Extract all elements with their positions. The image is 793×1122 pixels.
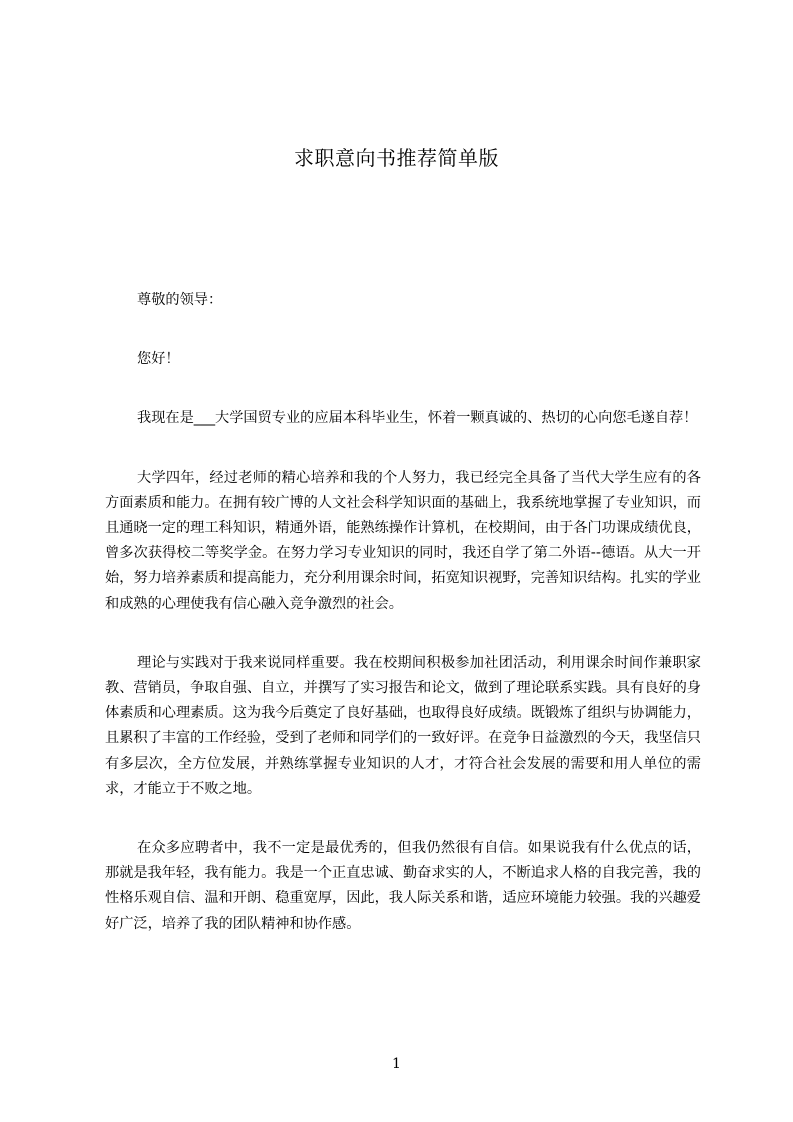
paragraph-intro: 我现在是___大学国贸专业的应届本科毕业生，怀着一颗真诚的、热切的心向您毛遂自荐！ [137, 410, 698, 427]
greeting: 您好！ [137, 351, 180, 368]
salutation: 尊敬的领导： [137, 292, 223, 308]
paragraph-education: 大学四年，经过老师的精心培养和我的个人努力，我已经完全具备了当代大学生应有的各方面素质和能力。在拥有较广博的人文社会科学知识面的基础上，我系统地掌握了专业知识，而且通晓一定的理工科知识，精通外语，能熟练操作计算机，在校期间，由于各门功课成绩优良，曾多次获得校二等奖学金。在努力学习专业知识的同时，我还自学了第二外语--德语。从大一开始，努力培养素质和提高能力，充分利用课余时间，拓宽知识视野，完善知识结构。扎实的学业和成熟的心理使我有信心融入竞争激烈的社会。 [105, 469, 701, 612]
paragraph-practice: 理论与实践对于我来说同样重要。我在校期间积极参加社团活动，利用课余时间作兼职家教、营销员，争取自强、自立，并撰写了实习报告和论文，做到了理论联系实践。具有良好的身体素质和心理素质。这为我今后奠定了良好基础，也取得良好成绩。既锻炼了组织与协调能力，且累积了丰富的工作经验，受到了老师和同学们的一致好评。在竞争日益激烈的今天，我坚信只有多层次，全方位发展，并熟练掌握专业知识的人才，才符合社会发展的需要和用人单位的需求，才能立于不败之地。 [105, 654, 701, 797]
paragraph-self-evaluation: 在众多应聘者中，我不一定是最优秀的，但我仍然很有自信。如果说我有什么优点的话，那就是我年轻，我有能力。我是一个正直忠诚、勤奋求实的人，不断追求人格的自我完善，我的性格乐观自信、温和开朗、稳重宽厚，因此，我人际关系和谐，适应环境能力较强。我的兴趣爱好广泛，培养了我的团队精神和协作感。 [105, 840, 701, 932]
page-title: 求职意向书推荐简单版 [294, 146, 499, 170]
letter-body [105, 288, 701, 971]
page-number: 1 [392, 1056, 401, 1072]
